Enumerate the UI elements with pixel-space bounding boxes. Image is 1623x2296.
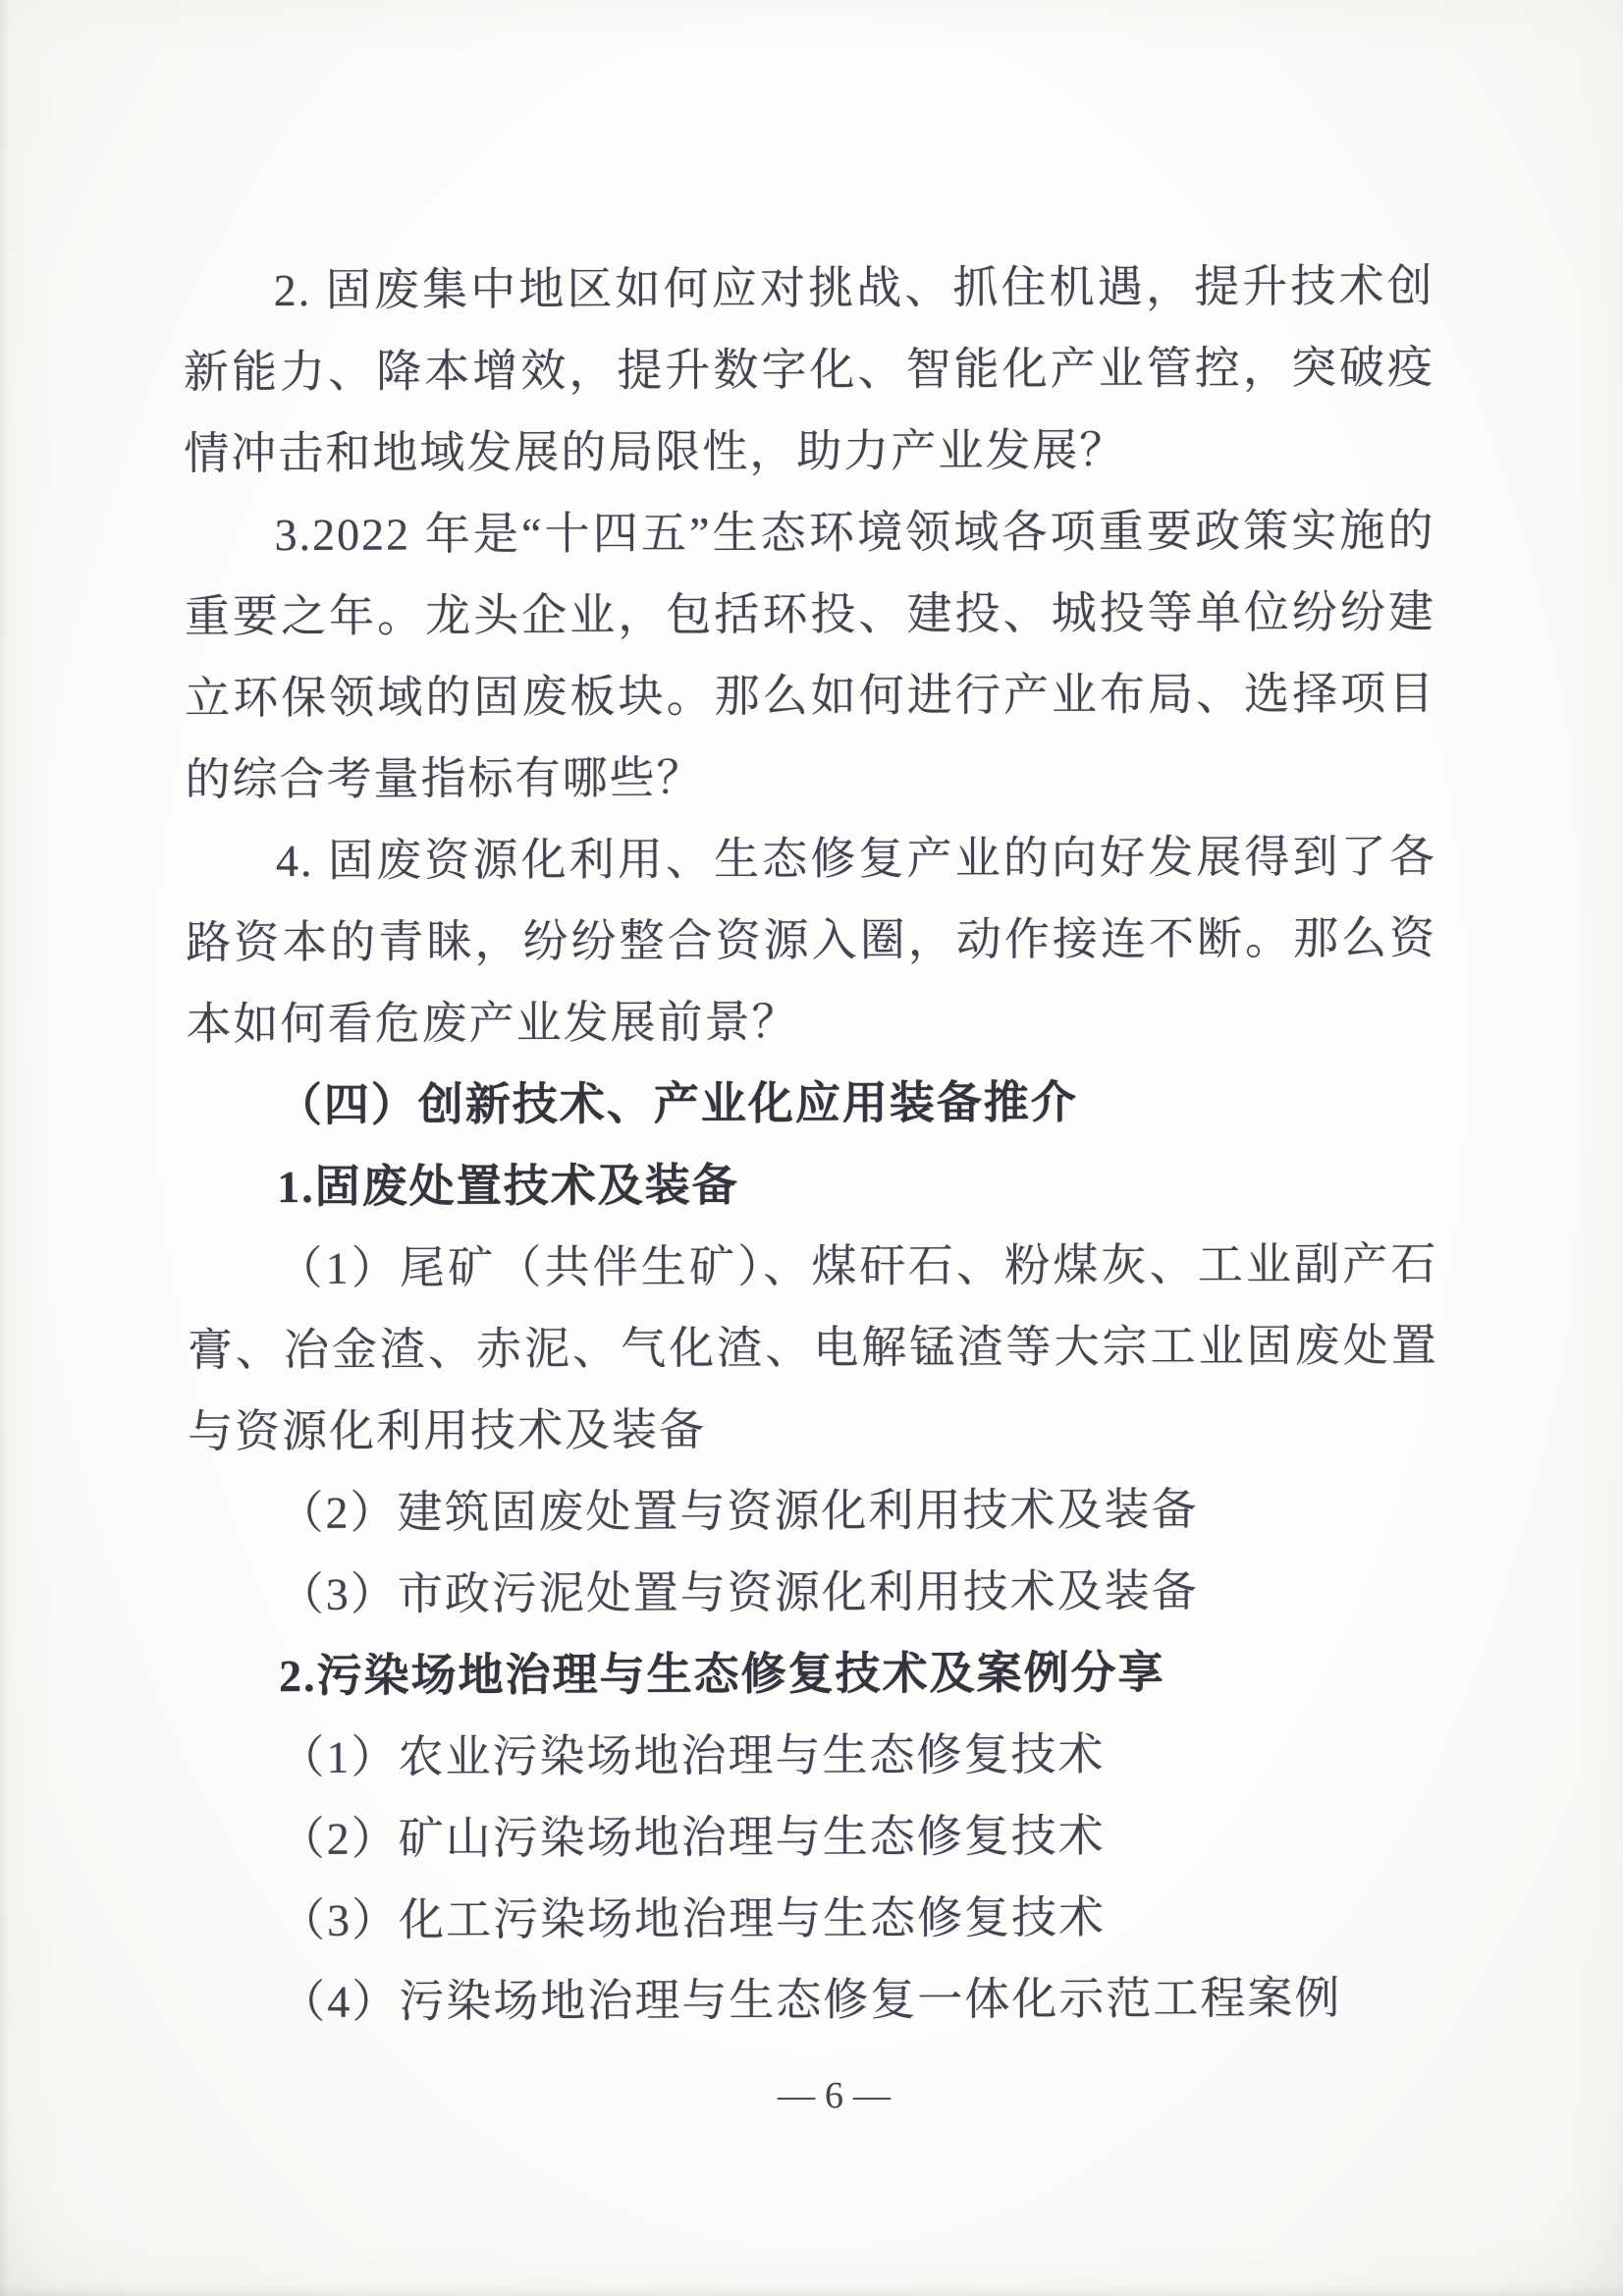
paragraph-tech-item-1: （1）尾矿（共伴生矿）、煤矸石、粉煤灰、工业副产石膏、冶金渣、赤泥、气化渣、电解锰渣等大宗工业固废处置与资源化利用技术及装备 bbox=[187, 1238, 1438, 1457]
scan-edge bbox=[0, 0, 10, 2296]
paragraph-question-4: 4. 固废资源化利用、生态修复产业的向好发展得到了各路资本的青睐，纷纷整合资源入圈，动作接连不断。那么资本如何看危废产业发展前景？ bbox=[186, 831, 1437, 1050]
paragraph-remediation-2: （2）矿山污染场地治理与生态修复技术 bbox=[279, 1810, 1106, 1865]
paragraph-tech-item-3: （3）市政污泥处置与资源化利用技术及装备 bbox=[278, 1565, 1199, 1620]
paragraph-remediation-3: （3）化工污染场地治理与生态修复技术 bbox=[279, 1891, 1107, 1946]
paragraph-remediation-4: （4）污染场地治理与生态修复一体化示范工程案例 bbox=[280, 1972, 1342, 2028]
page-number: —6— bbox=[778, 2075, 900, 2116]
scan-edge bbox=[0, 2284, 1623, 2296]
paragraph-question-2: 2. 固废集中地区如何应对挑战、抓住机遇，提升技术创新能力、降本增效，提升数字化、智能化产业管控，突破疫情冲击和地域发展的局限性，助力产业发展？ bbox=[183, 260, 1435, 479]
heading-section-four: （四）创新技术、产业化应用装备推介 bbox=[276, 1076, 1078, 1131]
heading-remediation-tech: 2.污染场地治理与生态修复技术及案例分享 bbox=[278, 1647, 1165, 1702]
document-body bbox=[183, 246, 1440, 2044]
paragraph-question-3: 3.2022 年是“十四五”生态环境领域各项重要政策实施的重要之年。龙头企业，包括环投、建投、城投等单位纷纷建立环保领域的固废板块。那么如何进行产业布局、选择项目的综合考量指标有哪些？ bbox=[184, 505, 1436, 805]
paragraph-remediation-1: （1）农业污染场地治理与生态修复技术 bbox=[279, 1728, 1106, 1783]
paragraph-tech-item-2: （2）建筑固废处置与资源化利用技术及装备 bbox=[278, 1484, 1199, 1539]
heading-solid-waste-tech: 1.固废处置技术及装备 bbox=[277, 1160, 739, 1213]
